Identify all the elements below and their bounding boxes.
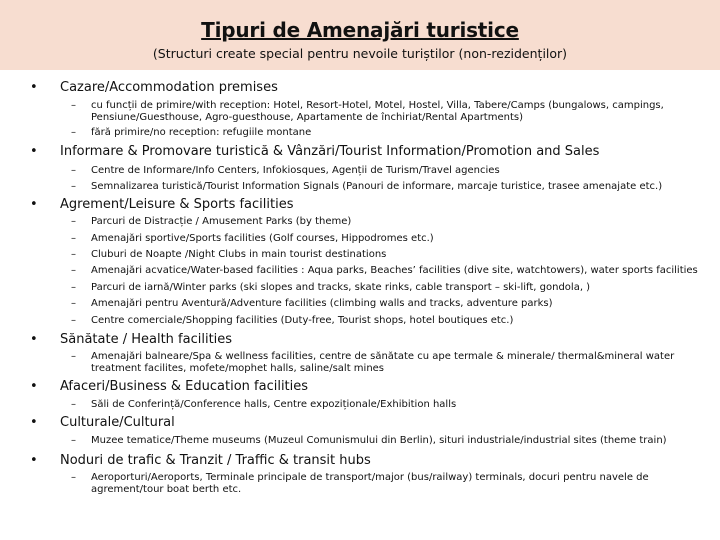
header-band [0,0,720,70]
section-heading: Cazare/Accommodation premises [60,80,278,95]
section-heading: Afaceri/Business & Education facilities [60,379,309,394]
bullet-icon: • [30,453,38,468]
dash-icon: – [71,216,76,227]
bullet-icon: • [30,197,38,212]
dash-icon: – [71,472,76,483]
dash-icon: – [71,249,76,260]
dash-icon: – [71,351,76,362]
dash-icon: – [71,265,76,276]
dash-icon: – [71,315,76,326]
dash-icon: – [71,181,76,192]
dash-icon: – [71,298,76,309]
section-heading: Sănătate / Health facilities [60,332,233,347]
dash-icon: – [71,165,76,176]
bullet-icon: • [30,415,38,430]
bullet-icon: • [30,332,38,347]
bullet-icon: • [30,379,38,394]
dash-icon: – [71,127,76,138]
dash-icon: – [71,282,76,293]
dash-icon: – [71,435,76,446]
dash-icon: – [71,399,76,410]
bullet-icon: • [30,144,38,159]
section-heading: Noduri de trafic & Tranzit / Traffic & transit hubs [60,453,371,468]
dash-icon: – [71,233,76,244]
page-title: Tipuri de Amenajări turistice [201,18,519,42]
dash-icon: – [71,100,76,111]
bullet-icon: • [30,80,38,95]
section-heading: Culturale/Cultural [60,415,175,430]
section-heading: Agrement/Leisure & Sports facilities [60,197,294,212]
page-subtitle: (Structuri create special pentru nevoile turiștilor (non-rezidenților) [152,46,568,61]
section-heading: Informare & Promovare turistică & Vânzări/Tourist Information/Promotion and Sales [60,144,600,159]
